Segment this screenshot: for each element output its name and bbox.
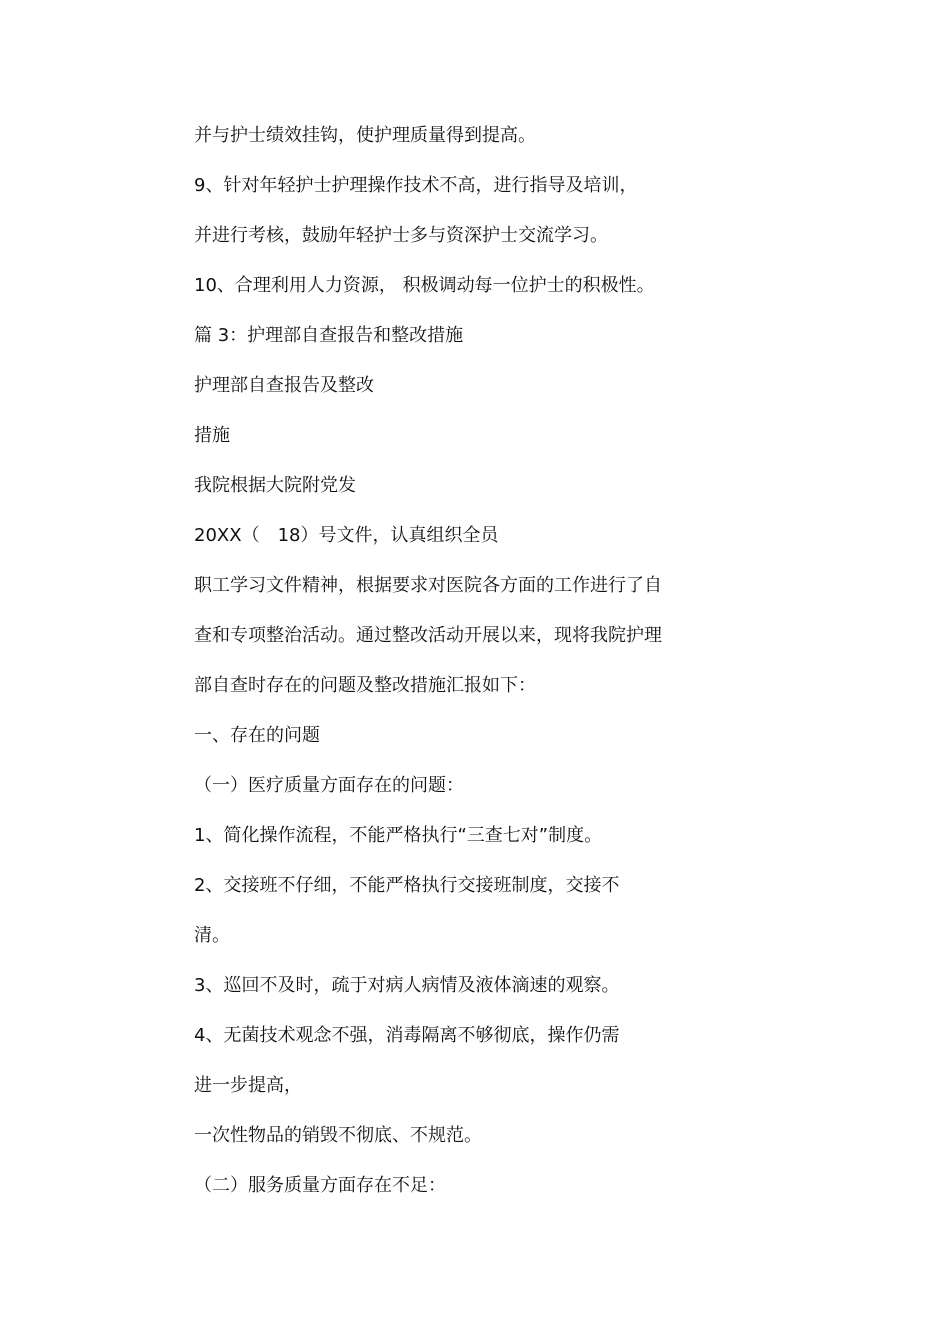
text-line: 9、针对年轻护士护理操作技术不高，进行指导及培训， — [194, 175, 638, 196]
text-line: 我院根据大院附党发 — [194, 475, 356, 496]
document-title: 护理部自查报告及整改 — [194, 375, 374, 396]
list-item-continued: 清。 — [194, 925, 230, 946]
list-item: 1、简化操作流程，不能严格执行“三查七对”制度。 — [194, 825, 603, 846]
text-line: 并与护士绩效挂钩，使护理质量得到提高。 — [194, 125, 536, 146]
text-line: 职工学习文件精神，根据要求对医院各方面的工作进行了自 — [194, 575, 662, 596]
text-line: 查和专项整治活动。通过整改活动开展以来，现将我院护理 — [194, 625, 662, 646]
subsection-heading: （二）服务质量方面存在不足： — [194, 1175, 446, 1196]
list-item: 4、无菌技术观念不强，消毒隔离不够彻底，操作仍需 — [194, 1025, 620, 1046]
text-line: 20XX（ 18）号文件，认真组织全员 — [194, 525, 499, 546]
text-line: 并进行考核，鼓励年轻护士多与资深护士交流学习。 — [194, 225, 608, 246]
list-item-continued: 一次性物品的销毁不彻底、不规范。 — [194, 1125, 482, 1146]
section-heading: 篇 3：护理部自查报告和整改措施 — [194, 325, 464, 346]
text-line: 10、合理利用人力资源， 积极调动每一位护士的积极性。 — [194, 275, 655, 296]
list-item: 2、交接班不仔细，不能严格执行交接班制度，交接不 — [194, 875, 620, 896]
document-title-continued: 措施 — [194, 425, 230, 446]
list-item-continued: 进一步提高， — [194, 1075, 302, 1096]
section-heading: 一、存在的问题 — [194, 725, 320, 746]
text-line: 部自查时存在的问题及整改措施汇报如下： — [194, 675, 536, 696]
subsection-heading: （一）医疗质量方面存在的问题： — [194, 775, 464, 796]
list-item: 3、巡回不及时，疏于对病人病情及液体滴速的观察。 — [194, 975, 620, 996]
document-body — [194, 118, 754, 1218]
